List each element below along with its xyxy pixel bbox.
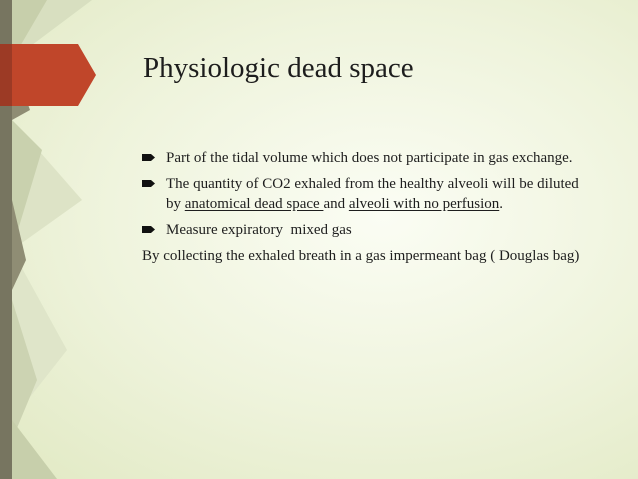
alveoli-no-perfusion-link[interactable]: alveoli with no perfusion xyxy=(348,196,500,212)
arrow-bullet-icon xyxy=(142,153,156,162)
slide-title: Physiologic dead space xyxy=(143,52,414,84)
bullet-text: Part of the tidal volume which does not participate in gas exchange. xyxy=(166,150,573,166)
bullet-text: and xyxy=(323,196,349,212)
bullet-item xyxy=(142,174,590,214)
arrow-bullet-icon xyxy=(142,179,156,188)
bullet-text: Measure expiratory mixed gas xyxy=(166,222,352,238)
body-paragraph: By collecting the exhaled breath in a gas impermeant bag ( Douglas bag) xyxy=(142,248,580,264)
bullet-text: . xyxy=(499,196,503,212)
anatomical-dead-space-link[interactable]: anatomical dead space xyxy=(184,196,324,212)
arrow-bullet-icon xyxy=(142,225,156,234)
bullet-item xyxy=(142,220,590,240)
slide-body xyxy=(142,148,590,266)
title-accent-bar xyxy=(0,44,96,106)
bullet-item xyxy=(142,148,590,168)
bullet-text: The quantity of CO2 exhaled from the healthy alveoli will be diluted by xyxy=(166,176,579,212)
